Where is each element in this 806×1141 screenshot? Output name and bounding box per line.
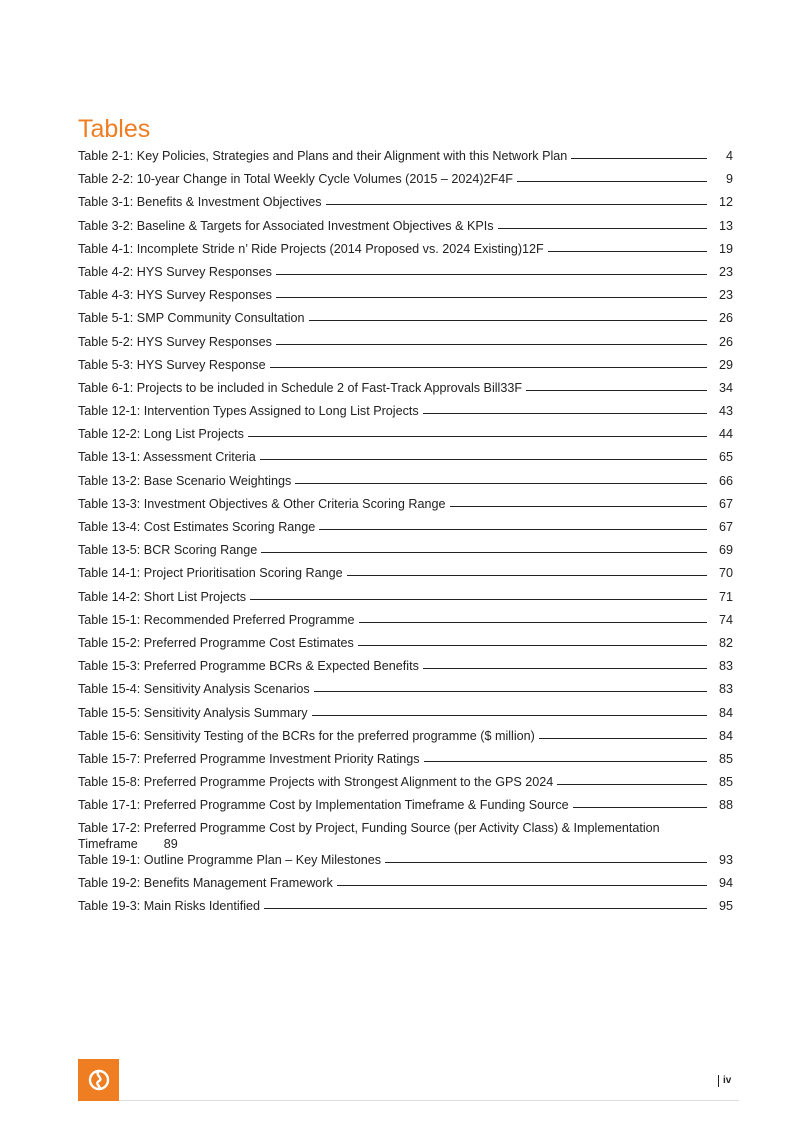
toc-entry-title: Table 14-2: Short List Projects bbox=[78, 589, 246, 604]
toc-entry-title: Table 4-3: HYS Survey Responses bbox=[78, 288, 272, 303]
toc-entry[interactable] bbox=[78, 310, 733, 333]
swirl-logo-icon bbox=[88, 1069, 110, 1091]
toc-leader-line bbox=[423, 413, 707, 414]
table-of-contents bbox=[78, 148, 733, 922]
toc-entry-page: 84 bbox=[718, 705, 733, 720]
toc-entry-page: 19 bbox=[718, 241, 733, 256]
toc-entry[interactable] bbox=[78, 589, 733, 612]
toc-entry-title: Table 3-2: Baseline & Targets for Associated Investment Objectives & KPIs bbox=[78, 218, 494, 233]
toc-leader-line bbox=[424, 761, 707, 762]
toc-entry[interactable] bbox=[78, 612, 733, 635]
toc-entry[interactable] bbox=[78, 241, 733, 264]
toc-leader-line bbox=[498, 228, 707, 229]
toc-leader-line bbox=[347, 575, 707, 576]
toc-entry-page: 71 bbox=[718, 589, 733, 604]
toc-leader-line bbox=[539, 738, 707, 739]
toc-entry-title: Table 6-1: Projects to be included in Schedule 2 of Fast-Track Approvals Bill33F bbox=[78, 380, 523, 395]
toc-entry-title: Table 13-2: Base Scenario Weightings bbox=[78, 473, 292, 488]
toc-entry-title: Table 15-1: Recommended Preferred Programme bbox=[78, 612, 355, 627]
toc-entry-title: Table 15-8: Preferred Programme Projects with Strongest Alignment to the GPS 2024 bbox=[78, 775, 554, 790]
toc-entry-title: Table 13-4: Cost Estimates Scoring Range bbox=[78, 520, 316, 534]
toc-entry-title: Table 14-1: Project Prioritisation Scoring Range bbox=[78, 566, 343, 581]
toc-leader-line bbox=[312, 715, 707, 716]
toc-entry-page: 89 bbox=[163, 837, 178, 852]
toc-list-after bbox=[78, 852, 733, 922]
toc-leader-line bbox=[385, 862, 707, 863]
toc-entry-page: 44 bbox=[718, 427, 733, 442]
toc-leader-line bbox=[276, 297, 707, 298]
toc-entry-page: 13 bbox=[718, 218, 733, 233]
toc-leader-line bbox=[571, 158, 707, 159]
toc-leader-line bbox=[548, 251, 707, 252]
toc-entry-title: Table 19-2: Benefits Management Framework bbox=[78, 876, 333, 891]
toc-leader-line bbox=[309, 320, 707, 321]
toc-entry-title: Table 4-1: Incomplete Stride n’ Ride Projects (2014 Proposed vs. 2024 Existing)12F bbox=[78, 241, 544, 256]
toc-entry-page: 70 bbox=[718, 566, 733, 581]
toc-leader-line bbox=[314, 691, 707, 692]
toc-entry-title-line1: Table 17-2: Preferred Programme Cost by Project, Funding Source (per Activity Class) & Implementation bbox=[78, 821, 660, 836]
toc-entry-page: 65 bbox=[718, 450, 733, 465]
toc-entry[interactable] bbox=[78, 774, 733, 797]
toc-leader-line bbox=[337, 885, 707, 886]
toc-entry[interactable] bbox=[78, 635, 733, 658]
toc-entry-page: 85 bbox=[718, 751, 733, 766]
toc-entry[interactable] bbox=[78, 264, 733, 287]
toc-entry[interactable] bbox=[78, 542, 733, 565]
toc-entry-title: Table 15-7: Preferred Programme Investment Priority Ratings bbox=[78, 751, 420, 766]
toc-entry-page: 82 bbox=[718, 635, 733, 650]
toc-entry-title: Table 15-6: Sensitivity Testing of the BCRs for the preferred programme ($ million) bbox=[78, 728, 535, 743]
toc-leader-line bbox=[326, 204, 707, 205]
toc-entry-title-line2 bbox=[78, 836, 733, 852]
toc-entry-page: 4 bbox=[725, 149, 733, 163]
toc-entry-title: Table 19-1: Outline Programme Plan – Key Milestones bbox=[78, 852, 382, 867]
toc-entry-page: 12 bbox=[718, 195, 733, 210]
toc-entry-title: Table 15-3: Preferred Programme BCRs & Expected Benefits bbox=[78, 659, 419, 674]
toc-entry-title-line2-text: Timeframe bbox=[78, 837, 138, 852]
toc-entry-title: Table 5-3: HYS Survey Response bbox=[78, 357, 266, 372]
toc-entry-title: Table 4-2: HYS Survey Responses bbox=[78, 264, 272, 279]
toc-entry-page: 83 bbox=[718, 682, 733, 697]
toc-entry[interactable] bbox=[78, 449, 733, 472]
toc-entry-page: 85 bbox=[718, 775, 733, 790]
toc-entry-page: 66 bbox=[718, 473, 733, 488]
toc-entry[interactable] bbox=[78, 728, 733, 751]
toc-entry-page: 94 bbox=[718, 876, 733, 891]
toc-entry[interactable] bbox=[78, 898, 733, 921]
toc-entry[interactable] bbox=[78, 426, 733, 449]
toc-entry[interactable] bbox=[78, 705, 733, 728]
toc-entry-page: 9 bbox=[725, 172, 733, 187]
toc-entry-page: 23 bbox=[718, 288, 733, 303]
toc-entry-page: 26 bbox=[718, 334, 733, 349]
toc-entry[interactable] bbox=[78, 473, 733, 496]
toc-entry-page: 93 bbox=[718, 852, 733, 867]
toc-entry[interactable] bbox=[78, 519, 733, 542]
toc-entry-title: Table 5-2: HYS Survey Responses bbox=[78, 334, 272, 349]
toc-leader-line bbox=[276, 344, 707, 345]
company-logo bbox=[78, 1059, 119, 1101]
toc-entry-wrapped[interactable] bbox=[78, 820, 733, 852]
toc-entry[interactable] bbox=[78, 357, 733, 380]
toc-leader-line bbox=[358, 645, 707, 646]
toc-entry[interactable] bbox=[78, 148, 733, 171]
toc-entry-title: Table 12-1: Intervention Types Assigned to Long List Projects bbox=[78, 404, 419, 419]
page-number: iv bbox=[718, 1075, 731, 1087]
toc-entry[interactable] bbox=[78, 334, 733, 357]
toc-leader-line bbox=[557, 784, 707, 785]
toc-leader-line bbox=[264, 908, 707, 909]
toc-entry-page: 83 bbox=[718, 659, 733, 674]
footer-divider bbox=[119, 1100, 739, 1101]
toc-entry[interactable] bbox=[78, 681, 733, 704]
toc-entry-title: Table 15-5: Sensitivity Analysis Summary bbox=[78, 705, 308, 720]
toc-entry-title: Table 2-2: 10-year Change in Total Weekly Cycle Volumes (2015 – 2024)2F4F bbox=[78, 172, 513, 187]
toc-list bbox=[78, 148, 733, 820]
toc-leader-line bbox=[260, 459, 707, 460]
toc-entry[interactable] bbox=[78, 194, 733, 217]
toc-leader-line bbox=[526, 390, 707, 391]
toc-entry-page: 29 bbox=[718, 357, 733, 372]
toc-entry[interactable] bbox=[78, 403, 733, 426]
toc-entry-page: 26 bbox=[718, 311, 733, 326]
toc-entry-page: 43 bbox=[718, 404, 733, 419]
toc-leader-line bbox=[250, 599, 707, 600]
toc-entry-title: Table 5-1: SMP Community Consultation bbox=[78, 311, 305, 326]
toc-leader-line bbox=[359, 622, 708, 623]
toc-entry[interactable] bbox=[78, 751, 733, 774]
toc-entry[interactable] bbox=[78, 171, 733, 194]
toc-entry-page: 74 bbox=[718, 612, 733, 627]
toc-entry-page: 34 bbox=[718, 380, 733, 395]
toc-entry[interactable] bbox=[78, 875, 733, 898]
toc-leader-line bbox=[319, 529, 707, 530]
toc-leader-line bbox=[248, 436, 707, 437]
toc-entry[interactable] bbox=[78, 565, 733, 588]
toc-entry-title: Table 13-3: Investment Objectives & Other Criteria Scoring Range bbox=[78, 496, 446, 511]
toc-entry-page: 67 bbox=[718, 520, 733, 534]
toc-entry-page: 23 bbox=[718, 264, 733, 279]
toc-entry-title: Table 17-1: Preferred Programme Cost by Implementation Timeframe & Funding Source bbox=[78, 798, 569, 813]
toc-entry[interactable] bbox=[78, 287, 733, 310]
toc-leader-line bbox=[261, 552, 707, 553]
toc-entry-page: 88 bbox=[718, 798, 733, 813]
toc-entry[interactable] bbox=[78, 797, 733, 820]
toc-entry[interactable] bbox=[78, 496, 733, 519]
toc-entry-title: Table 3-1: Benefits & Investment Objectives bbox=[78, 195, 322, 210]
toc-leader-line bbox=[295, 483, 707, 484]
toc-entry-title: Table 12-2: Long List Projects bbox=[78, 427, 244, 442]
toc-entry-title: Table 13-5: BCR Scoring Range bbox=[78, 543, 258, 558]
toc-entry[interactable] bbox=[78, 380, 733, 403]
toc-entry-title: Table 19-3: Main Risks Identified bbox=[78, 899, 260, 914]
toc-entry-title: Table 2-1: Key Policies, Strategies and Plans and their Alignment with this Network Plan bbox=[78, 149, 568, 163]
toc-entry-page: 67 bbox=[718, 496, 733, 511]
toc-entry-page: 84 bbox=[718, 728, 733, 743]
toc-entry[interactable] bbox=[78, 218, 733, 241]
toc-entry-title: Table 15-4: Sensitivity Analysis Scenarios bbox=[78, 682, 310, 697]
toc-leader-line bbox=[517, 181, 707, 182]
toc-leader-line bbox=[573, 807, 707, 808]
toc-entry-page: 69 bbox=[718, 543, 733, 558]
toc-entry[interactable] bbox=[78, 658, 733, 681]
toc-leader-line bbox=[450, 506, 708, 507]
toc-entry-page: 95 bbox=[718, 899, 733, 914]
toc-leader-line bbox=[423, 668, 707, 669]
toc-entry[interactable] bbox=[78, 852, 733, 875]
section-heading: Tables bbox=[78, 115, 151, 143]
toc-leader-line bbox=[270, 367, 707, 368]
toc-leader-line bbox=[276, 274, 707, 275]
toc-entry-title: Table 13-1: Assessment Criteria bbox=[78, 450, 256, 465]
toc-entry-title: Table 15-2: Preferred Programme Cost Estimates bbox=[78, 635, 354, 650]
